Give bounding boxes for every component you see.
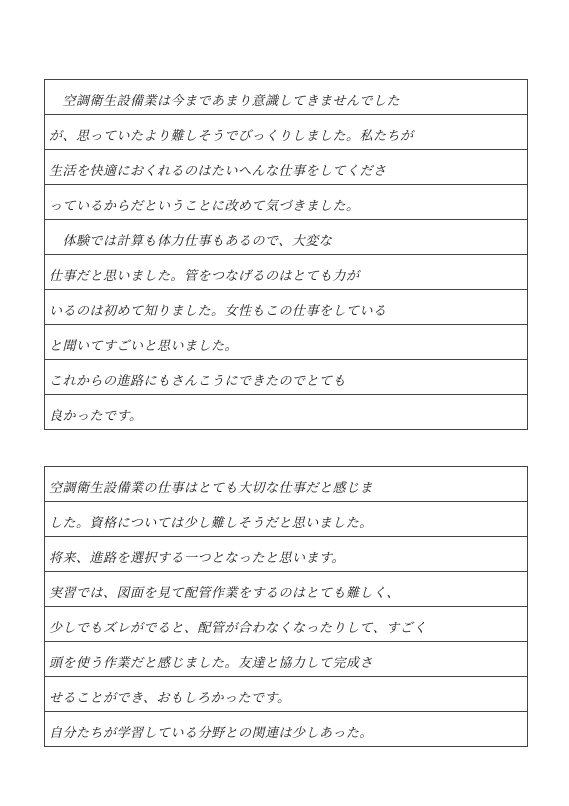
essay-line: と聞いてすごいと思いました。	[45, 325, 527, 360]
essay-line: 将来、進路を選択する一つとなったと思います。	[45, 537, 527, 572]
essay-line: 少しでもズレがでると、配管が合わなくなったりして、すごく	[45, 607, 527, 642]
essay-line: 良かったです。	[45, 395, 527, 430]
essay-line: 空調衛生設備業は今まであまり意識してきませんでした	[45, 80, 527, 115]
essay-line: 頭を使う作業だと感じました。友達と協力して完成さ	[45, 642, 527, 677]
essay-sheet-2	[44, 466, 528, 747]
essay-line: 生活を快適におくれるのはたいへんな仕事をしてくださ	[45, 150, 527, 185]
essay-line: 自分たちが学習している分野との関連は少しあった。	[45, 712, 527, 747]
essay-line: 実習では、図面を見て配管作業をするのはとても難しく、	[45, 572, 527, 607]
essay-line: いるのは初めて知りました。女性もこの仕事をしている	[45, 290, 527, 325]
essay-line: っているからだということに改めて気づきました。	[45, 185, 527, 220]
essay-sheet-1	[44, 79, 528, 430]
essay-line: せることができ、おもしろかったです。	[45, 677, 527, 712]
essay-line: 体験では計算も体力仕事もあるので、大変な	[45, 220, 527, 255]
essay-line: 空調衛生設備業の仕事はとても大切な仕事だと感じま	[45, 467, 527, 502]
essay-line: が、思っていたより難しそうでびっくりしました。私たちが	[45, 115, 527, 150]
essay-line: した。資格については少し難しそうだと思いました。	[45, 502, 527, 537]
essay-line: これからの進路にもさんこうにできたのでとても	[45, 360, 527, 395]
essay-line: 仕事だと思いました。管をつなげるのはとても力が	[45, 255, 527, 290]
